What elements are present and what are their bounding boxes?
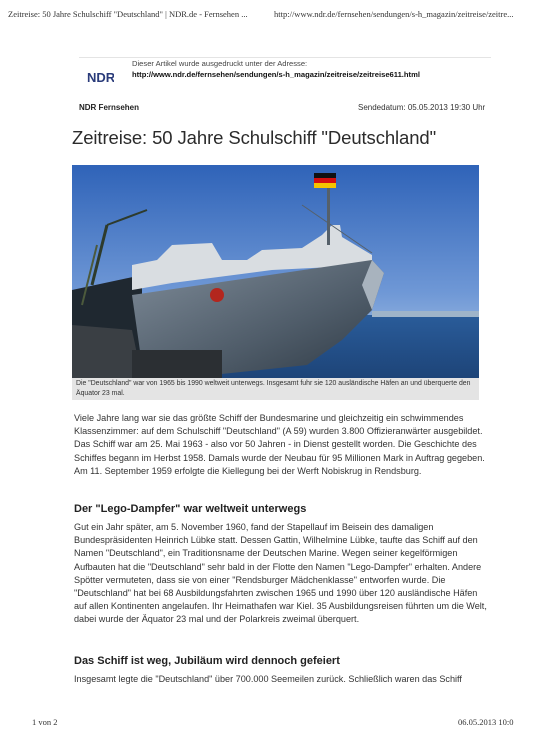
photo-caption-text: Die "Deutschland" war von 1965 bis 1990 weltweit unterwegs. Insgesamt fuhr sie 120 ausländische Häfen an und überquerte den Äquator 23 mal. xyxy=(76,380,471,397)
program-name: NDR Fernsehen xyxy=(79,103,140,112)
ndr-logo xyxy=(86,65,114,87)
print-header-url: http://www.ndr.de/fernsehen/sendungen/s-h_magazin/zeitreise/zeitre... xyxy=(274,9,514,19)
article-paragraph-1: Viele Jahre lang war sie das größte Schiff der Bundesmarine und gleichzeitig ein schwimmendes Klassenzimmer: auf dem Schulschiff "Deutschland" (A 59) wurden 3.800 Offizieranwärter ausgebildet. Das Schiff war am 25. Mai 1963 - also vor 50 Jahren - in Dienst gestellt worden. Die Geschichte des Schiffes begann im Herbst 1958. Damals wurde der Neubau für 95 Millionen Mark in Auftrag gegeben. Am 11. September 1959 erfolgte die Kiellegung bei der Werft Nobiskrug in Rendsburg. xyxy=(74,413,485,476)
print-notice-text: Dieser Artikel wurde ausgedruckt unter der Adresse: xyxy=(132,59,308,68)
section-heading-2: Das Schiff ist weg, Jubiläum wird dennoch gefeiert xyxy=(74,655,340,667)
article-title: Zeitreise: 50 Jahre Schulschiff "Deutschland" xyxy=(72,127,437,148)
print-header-title: Zeitreise: 50 Jahre Schulschiff "Deutschland" | NDR.de - Fernsehen ... xyxy=(8,9,248,19)
section-heading-1: Der "Lego-Dampfer" war weltweit unterwegs xyxy=(74,503,307,515)
photo-caption xyxy=(72,378,479,400)
print-datetime: 06.05.2013 10:0 xyxy=(458,717,514,727)
ship-photo xyxy=(72,165,479,378)
print-notice-url[interactable]: http://www.ndr.de/fernsehen/sendungen/s-h_magazin/zeitreise/zeitreise611.html xyxy=(132,70,420,79)
broadcast-date: Sendedatum: 05.05.2013 19:30 Uhr xyxy=(358,103,486,112)
print-notice xyxy=(132,58,420,80)
german-flag xyxy=(314,173,336,178)
ndr-logo-text: NDR xyxy=(87,70,114,85)
page-number: 1 von 2 xyxy=(32,717,58,727)
article-paragraph-2: Gut ein Jahr später, am 5. November 1960, fand der Stapellauf im Beisein des damaligen Bundespräsidenten Heinrich Lübke statt. Dessen Gattin, Wilhelmine Lübke, taufte das Schiff auf den Namen "Deutschland", ein Traditionsname der Deutschen Marine. Wegen seiner kegelförmigen Aufbauten hat die "Deutschland" sehr bald in der Flotte den Namen "Lego-Dampfer" erhalten. Andere Spötter vermuteten, dass sie von einer "Rendsburger Mädchenklasse" entworfen wurde. Die "Deutschland" hat bei 68 Ausbildungsfahrten zwischen 1965 und 1990 über 120 ausländische Häfen auf allen Kontinenten angelaufen. Ihr Heimathafen war Kiel. 35 Ausbildungsreisen führten um die Welt, dabei wurde der Äquator 23 mal und der Polarkreis zweimal überquert. xyxy=(74,522,487,625)
article-paragraph-3: Insgesamt legte die "Deutschland" über 700.000 Seemeilen zurück. Schließlich waren das Schiff xyxy=(74,674,462,684)
